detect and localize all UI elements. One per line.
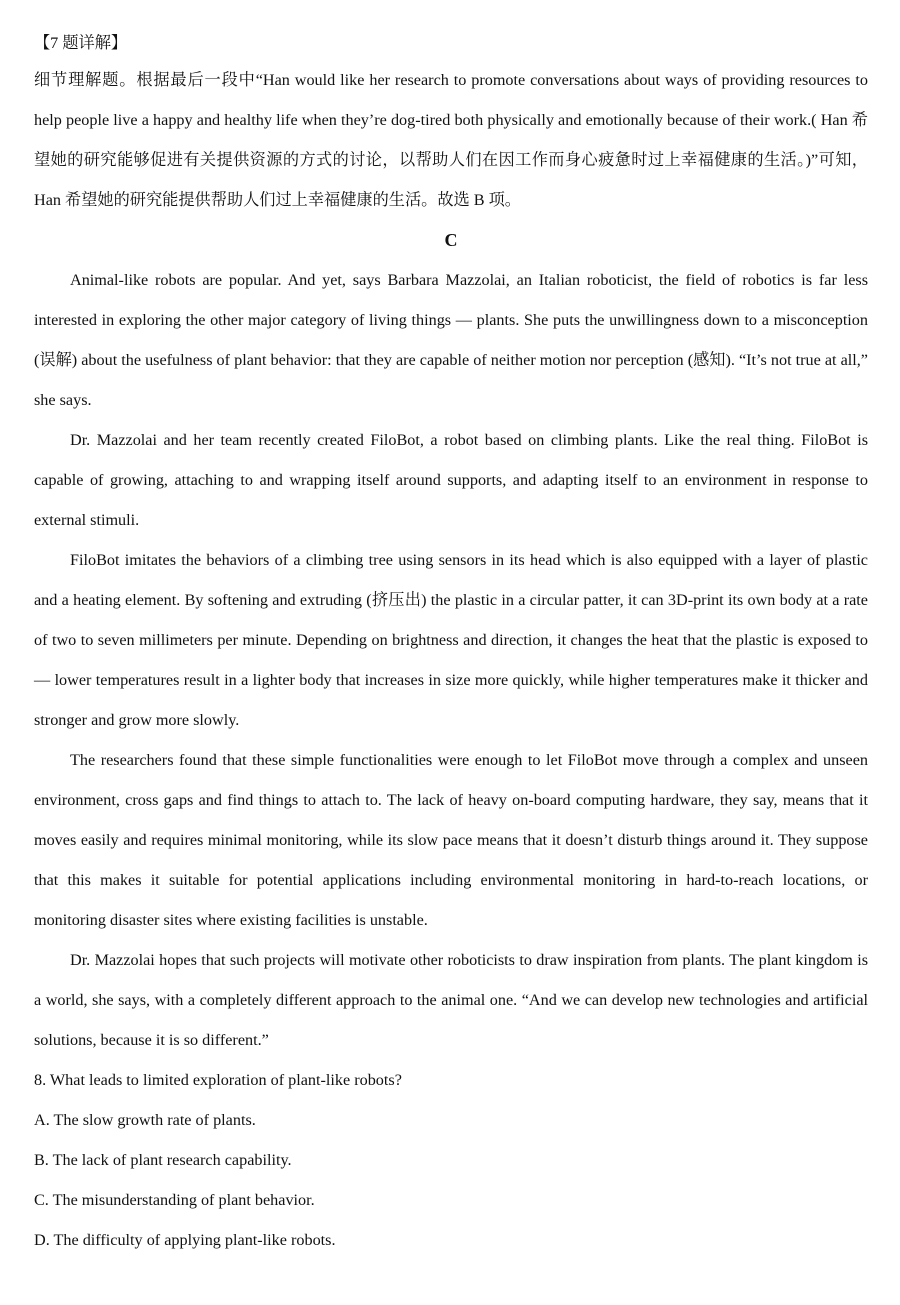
option-c: C. The misunderstanding of plant behavior. [34,1191,315,1209]
passage-paragraph-2: Dr. Mazzolai and her team recently created FiloBot, a robot based on climbing plants. Like the real thing. FiloBot is capable of growing, attaching to and wrapping itself around supports, and adapting itself to an environment in response to external stimuli. [34,431,868,529]
passage-paragraph-3: FiloBot imitates the behaviors of a climbing tree using sensors in its head which is also equipped with a layer of plastic and a heating element. By softening and extruding (挤压出) the plastic in a circular patter, it can 3D-print its own body at a rate of two to seven millimeters per minute. Depending on brightness and direction, it changes the heat that the plastic is exposed to — lower temperatures result in a lighter body that increases in size more quickly, while higher temperatures make it thicker and stronger and grow more slowly. [34,551,868,729]
explanation-heading: 【7 题详解】 [34,34,128,52]
option-a: A. The slow growth rate of plants. [34,1111,256,1129]
passage-paragraph-5: Dr. Mazzolai hopes that such projects will motivate other roboticists to draw inspiration from plants. The plant kingdom is a world, she says, with a completely different approach to the animal one. “And we can develop new technologies and artificial solutions, because it is so different.” [34,951,868,1049]
explanation-text: 细节理解题。根据最后一段中“Han would like her research to promote conversations about ways of providing resources to help people live a happy and healthy life when they’re dog-tired both physically and emotionally because of their work.( Han 希望她的研究能够促进有关提供资源的方式的讨论，以帮助人们在因工作而身心疲惫时过上幸福健康的生活。)”可知，Han 希望她的研究能提供帮助人们过上幸福健康的生活。故选 B 项。 [34,71,868,209]
passage-paragraph-1: Animal-like robots are popular. And yet, says Barbara Mazzolai, an Italian roboticist, the field of robotics is far less interested in exploring the other major category of living things — plants. She puts the unwillingness down to a misconception (误解) about the usefulness of plant behavior: that they are capable of neither motion nor perception (感知). “It’s not true at all,” she says. [34,271,868,409]
option-d: D. The difficulty of applying plant-like robots. [34,1231,336,1249]
passage-paragraph-4: The researchers found that these simple functionalities were enough to let FiloBot move through a complex and unseen environment, cross gaps and find things to attach to. The lack of heavy on-board computing hardware, they say, means that it moves easily and requires minimal monitoring, while its slow pace means that it doesn’t disturb things around it. They suppose that this makes it suitable for potential applications including environmental monitoring in hard-to-reach locations, or monitoring disaster sites where existing facilities is unstable. [34,751,868,929]
option-b: B. The lack of plant research capability. [34,1151,292,1169]
section-letter: C [444,230,458,250]
question-stem: 8. What leads to limited exploration of plant-like robots? [34,1071,402,1089]
